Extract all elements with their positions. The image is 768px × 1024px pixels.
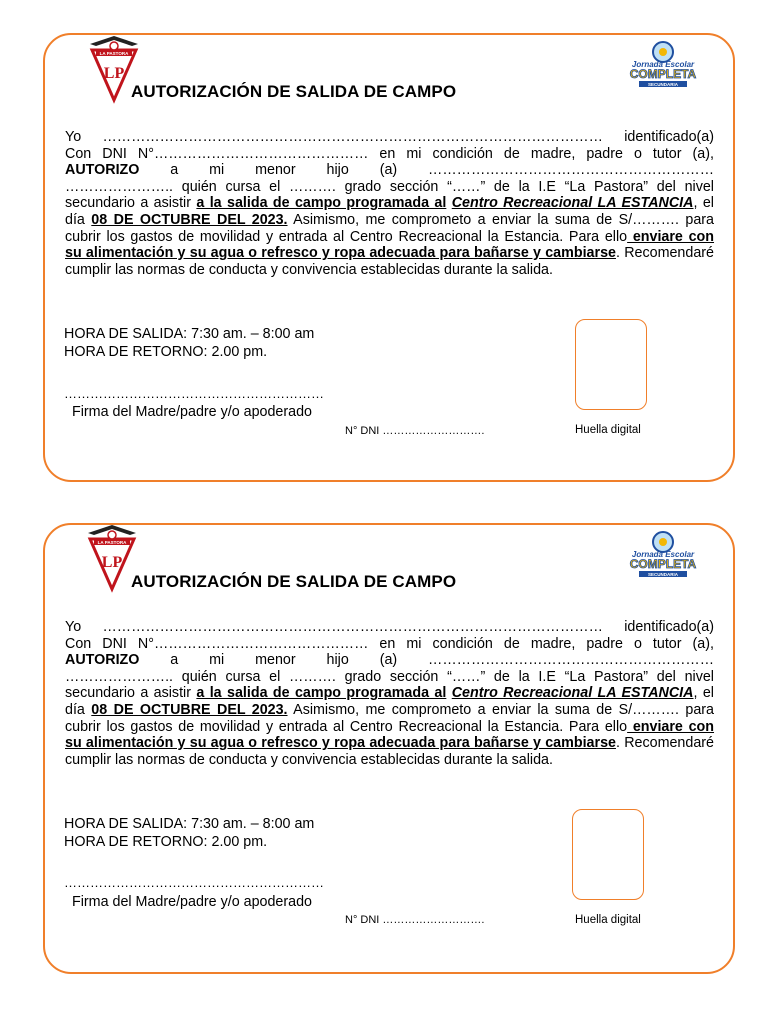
body-line: [65, 245, 714, 262]
dni-line: Con DNI N°……………………………………… en mi condición de madre, padre o tutor (a),: [65, 635, 714, 652]
body-line: [65, 195, 714, 212]
document-title: AUTORIZACIÓN DE SALIDA DE CAMPO: [131, 572, 457, 591]
signature-label: Firma del Madre/padre y/o apoderado: [72, 894, 313, 910]
dni-field: N° DNI ……………………….: [345, 914, 485, 926]
dia-text: día: [65, 211, 92, 228]
hora-salida: HORA DE SALIDA: 7:30 am. – 8:00 am: [64, 326, 315, 342]
body-line: [65, 212, 714, 229]
centro-recreacional-text: Centro Recreacional LA ESTANCIA: [451, 195, 694, 212]
fingerprint-label: Huella digital: [575, 914, 641, 926]
fingerprint-label: Huella digital: [575, 424, 641, 436]
body-line: [65, 619, 714, 636]
enviare-text: enviare con: [627, 228, 715, 245]
logo-text-2: COMPLETA: [629, 67, 697, 81]
salida-campo-text: a la salida de campo programada al: [196, 195, 447, 212]
gastos-text: cubrir los gastos de movilidad y entrada al Centro Recreacional la Estancia. Para ello: [65, 228, 628, 245]
crest-text: LA PASTORA: [97, 540, 127, 545]
menor-hijo-line: a mi menor hijo (a) ……………………………………………………: [139, 162, 714, 179]
yo-line: Yo ……………………………………………………………………………………………: [65, 619, 603, 635]
identificado-label: identificado(a): [624, 129, 714, 145]
logo-text-1: Jornada Escolar: [631, 60, 695, 69]
body-line: [65, 162, 714, 179]
hora-retorno: HORA DE RETORNO: 2.00 pm.: [64, 834, 268, 850]
body-line: [65, 229, 714, 246]
grado-line: ………………….. quién cursa el ………. grado sección “……” de la I.E “La Pastora” del nivel: [65, 668, 714, 685]
recomendare-text: . Recomendaré: [615, 735, 714, 752]
fingerprint-box: [575, 319, 647, 410]
logo-text-1: Jornada Escolar: [631, 550, 695, 559]
signature-label: Firma del Madre/padre y/o apoderado: [72, 404, 313, 420]
alimentacion-text: su alimentación y su agua o refresco y ropa adecuada para bañarse y cambiarse: [65, 735, 616, 752]
hora-salida: HORA DE SALIDA: 7:30 am. – 8:00 am: [64, 816, 315, 832]
document-title: AUTORIZACIÓN DE SALIDA DE CAMPO: [131, 82, 457, 101]
grado-line: ………………….. quién cursa el ………. grado sección “……” de la I.E “La Pastora” del nivel: [65, 178, 714, 195]
hora-retorno: HORA DE RETORNO: 2.00 pm.: [64, 344, 268, 360]
dia-text: día: [65, 701, 92, 718]
salida-campo-text: a la salida de campo programada al: [196, 685, 447, 702]
date-text: 08 DE OCTUBRE DEL 2023.: [91, 701, 288, 718]
body-line: [65, 129, 714, 146]
dni-line: Con DNI N°……………………………………… en mi condición de madre, padre o tutor (a),: [65, 145, 714, 162]
signature-line: ……………………………………………………: [64, 386, 324, 401]
dni-field: N° DNI ……………………….: [345, 425, 485, 437]
gastos-text: cubrir los gastos de movilidad y entrada al Centro Recreacional la Estancia. Para ello: [65, 718, 628, 735]
crest-letters: LP: [101, 554, 123, 571]
body-line: [65, 652, 714, 669]
normas-line: cumplir las normas de conducta y convivencia establecidas durante la salida.: [65, 261, 553, 278]
el-text: , el: [693, 195, 714, 212]
normas-line: cumplir las normas de conducta y convivencia establecidas durante la salida.: [65, 751, 553, 768]
body-line: [65, 719, 714, 736]
menor-hijo-line: a mi menor hijo (a) ……………………………………………………: [139, 652, 714, 669]
signature-line: ……………………………………………………: [64, 875, 324, 890]
el-text: , el: [693, 685, 714, 702]
authorization-body: [65, 129, 714, 278]
body-line: [65, 735, 714, 752]
autorizo-word: AUTORIZO: [65, 652, 140, 669]
date-text: 08 DE OCTUBRE DEL 2023.: [91, 211, 288, 228]
enviare-text: enviare con: [627, 718, 715, 735]
schedule: [64, 815, 314, 851]
crest-letters: LP: [103, 65, 125, 82]
asimismo-text: Asimismo, me comprometo a enviar la suma de S/………. para: [287, 211, 715, 228]
asimismo-text: Asimismo, me comprometo a enviar la suma de S/………. para: [287, 701, 715, 718]
fingerprint-box: [572, 809, 644, 900]
asistir-text: secundario a asistir: [65, 195, 197, 212]
schedule: [64, 325, 314, 361]
jornada-escolar-completa-logo: [617, 528, 709, 580]
body-line: [65, 685, 714, 702]
alimentacion-text: su alimentación y su agua o refresco y ropa adecuada para bañarse y cambiarse: [65, 245, 616, 262]
logo-text-3: SECUNDARIA: [647, 572, 679, 577]
asistir-text: secundario a asistir: [65, 685, 197, 702]
recomendare-text: . Recomendaré: [615, 245, 714, 262]
body-line: [65, 702, 714, 719]
authorization-body: [65, 619, 714, 768]
jornada-escolar-completa-logo: [617, 38, 709, 90]
autorizo-word: AUTORIZO: [65, 162, 140, 179]
yo-line: Yo ……………………………………………………………………………………………: [65, 129, 603, 145]
logo-text-3: SECUNDARIA: [647, 82, 679, 87]
logo-text-2: COMPLETA: [629, 557, 697, 571]
identificado-label: identificado(a): [624, 619, 714, 635]
crest-text: LA PASTORA: [99, 51, 129, 56]
centro-recreacional-text: Centro Recreacional LA ESTANCIA: [451, 685, 694, 702]
